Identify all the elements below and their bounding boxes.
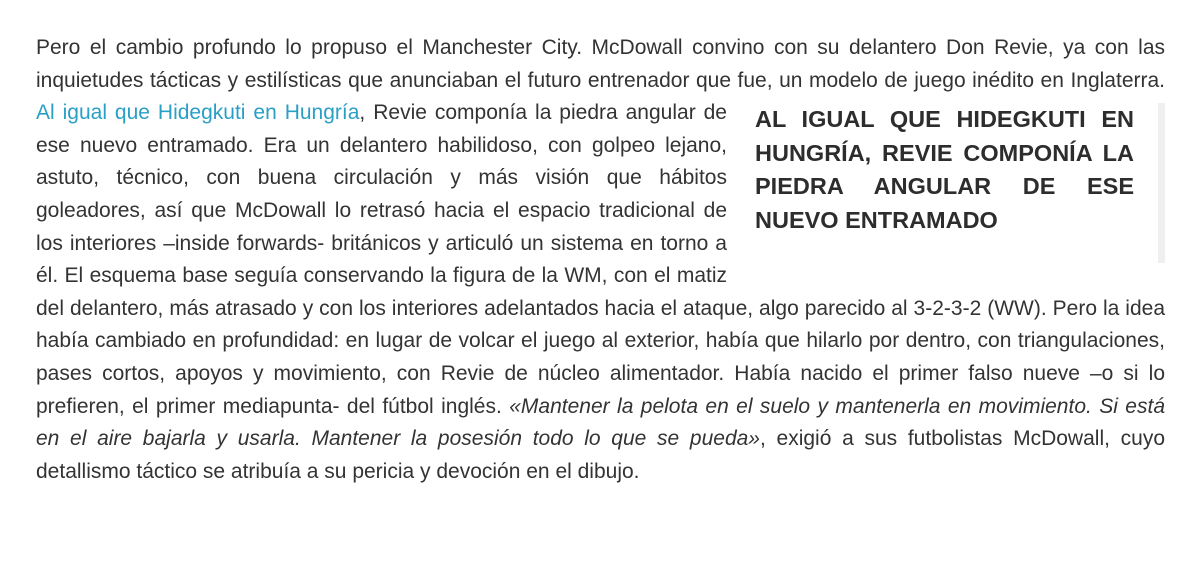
intro-text: Pero el cambio profundo lo propuso el Manchester City. McDowall convino con su delantero Don Revie, ya con las inquietudes tácticas y estilísticas que anunciaban el futuro entrenador que fue, un modelo de juego inédito en Inglaterra. xyxy=(36,36,1165,92)
article-body xyxy=(36,32,1165,488)
mcdowall-quote: «Mantener la pelota en el suelo y mantenerla en movimiento. Si está en el aire bajarla y usarla. Mantener la posesión todo lo que se pueda» xyxy=(36,394,1166,451)
body-text-1: Revie componía la piedra angular de ese nuevo entramado. Era un delantero habilidoso, con golpeo lejano, astuto, técnico, con buena circulación y más visión que hábitos goleadores, así que McDowall lo retrasó hacia el espacio tradicional de los interiores –inside forwards- británicos y articuló un sistema en torno a él. El esquema base seguía conservando la figura de la WM, con el matiz del delantero, más atrasado y con los interiores adelantados hacia el ataque, algo parecido al 3-2-3-2 (WW). Pero la idea había cambiado en profundidad: en lugar de volcar el juego al exterior, había que hilarlo por dentro, con triangulaciones, pases cortos, apoyos y movimiento, con Revie de núcleo alimentador. Había nacido el primer falso nueve –o si lo prefieren, el primer mediapunta- del fútbol inglés. xyxy=(36,101,1165,418)
article-paragraph xyxy=(36,32,1165,488)
pullquote-text: AL IGUAL QUE HIDEGKUTI EN HUNGRÍA, REVIE COMPONÍA LA PIEDRA ANGULAR DE ESE NUEVO ENTRAMADO xyxy=(755,103,1165,263)
pullquote xyxy=(755,97,1165,287)
body-text-2: , exigió a sus futbolistas McDowall, cuyo detallismo táctico se atribuía a su pericia y devoción en el dibujo. xyxy=(36,427,1166,483)
inline-link[interactable]: Al igual que Hidegkuti en Hungría xyxy=(36,101,360,125)
link-comma: , xyxy=(359,101,366,125)
